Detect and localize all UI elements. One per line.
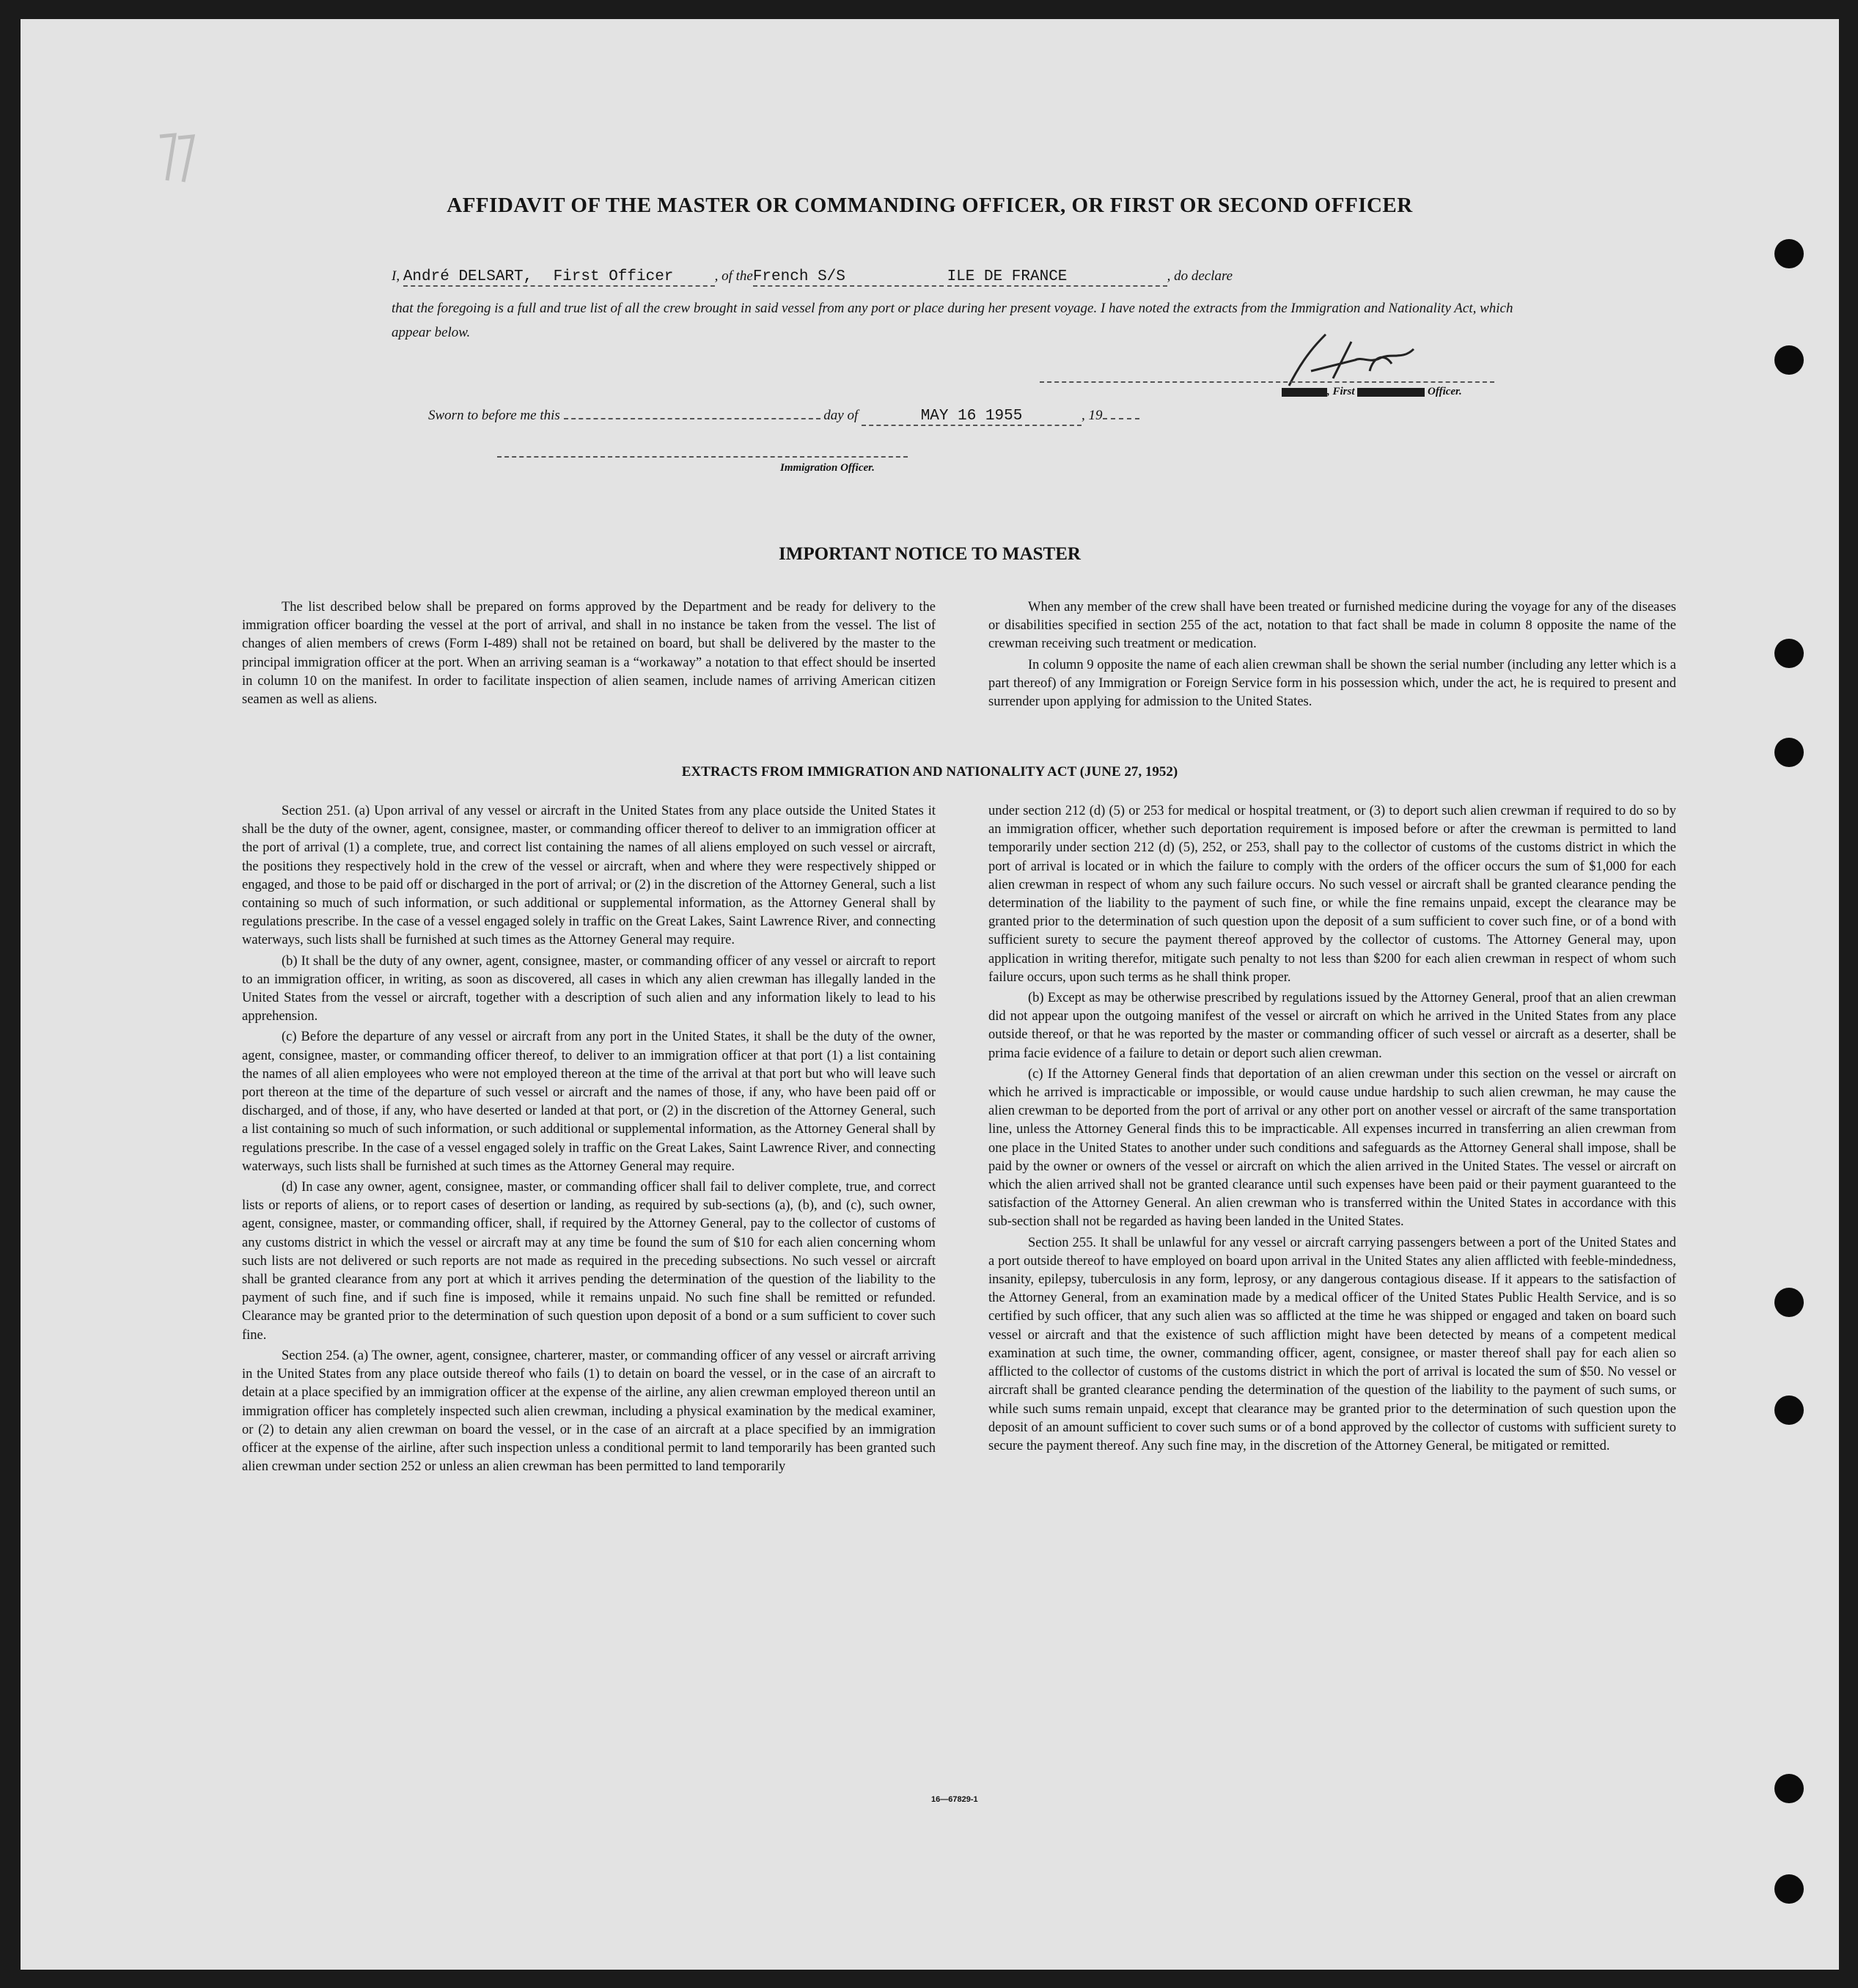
section-254-a-continued: under section 212 (d) (5) or 253 for medical or hospital treatment, or (3) to deport such alien crewman if required to do so by an immigration officer, whether such deportation requirement is imposed before or after the crewman is permitted to land temporarily under section 212 (d) (5), 252, or 253, shall pay to the collector of customs of the customs district in which the port of arrival is located or in which the failure to comply with the orders of the officer occurs the sum of $1,000 for each alien crewman in respect of whom any such failure occurs. No such vessel or aircraft shall be granted clearance pending the determination of the liability to the payment of such fine, or while the fine remains unpaid, except the clearance may be granted prior to the determination of such question upon the deposit of a sum sufficient to cover such fine, or of a bond with sufficient surety to secure the payment thereof approved by the collector of customs. The Attorney General may, upon application in writing therefor, mitigate such penalty to not less than $200 for each alien crewman in respect of whom such failure occurs, upon such terms as he shall think proper. xyxy=(988,804,1676,985)
officer-caption: , First Officer. xyxy=(1282,386,1462,398)
form-number: 16—67829-1 xyxy=(931,1795,978,1804)
officer-name: André DELSART, xyxy=(403,268,550,287)
section-254-c: (c) If the Attorney General finds that deportation of an alien crewman under this section on the vessel or aircraft on which he arrived is impracticable or impossible, or would cause undue hardship to such alien crewman, he may cause the alien crewman to be deported from the port of arrival or any other port on another vessel or aircraft of the same transportation line, unless the Attorney General finds this to be impracticable. All expenses incurred in transferring an alien crewman from one place in the United States to another under such conditions and safeguards as the Attorney General shall impose, shall be paid by the owner or owners of the vessel or aircraft on which the alien arrived in the United States. The vessel or aircraft on which the alien arrived shall not be granted clearance until such expenses have been paid or their payment guaranteed to the satisfaction of the Attorney General. An alien crewman who is transferred within the United States in accordance with this sub-section shall not be regarded as having been landed in the United States. xyxy=(988,1066,1676,1230)
immigration-officer-signature-line xyxy=(497,456,908,458)
notice-right-column xyxy=(988,598,1676,711)
punch-hole xyxy=(1774,738,1804,767)
declaration-prefix: I, xyxy=(392,268,400,284)
vessel-type: S/S xyxy=(818,268,845,285)
signature-line xyxy=(1040,381,1494,383)
section-251-d: (d) In case any owner, agent, consignee, master, or commanding officer shall fail to deliver complete, true, and correct lists or reports of aliens, or to report cases of desertion or landing, as required by sub-sections (a), (b), and (c), such owner, agent, consignee, master, or commanding officer, shall, if required by the Attorney General, pay to the collector of customs of any customs district in which the vessel or aircraft may at any time be found the sum of $10 for each alien concerning whom such lists are not delivered or such reports are not made as required in the preceding subsections. No such vessel or aircraft shall be granted clearance from any port at which it arrives pending the determination of the question of the liability to the payment of such fine, and if such fine is imposed, while it remains unpaid. No such fine shall be remitted or refunded. Clearance may be granted prior to the determination of such question upon deposit of a bond or a sum sufficient to cover such fine. xyxy=(242,1180,936,1343)
notice-paragraph: The list described below shall be prepared on forms approved by the Department and be ready for delivery to the immigration officer boarding the vessel at the port of arrival, and shall in no instance be taken from the vessel. The list of changes of alien members of crews (Form I-489) shall not be retained on board, but shall be delivered by the master to the principal immigration officer at the port. When an arriving seaman is a “workaway” a notation to that effect should be inserted in column 10 on the manifest. In order to facilitate inspection of alien seamen, include names of arriving American citizen seamen as well as aliens. xyxy=(242,600,936,708)
sworn-year-field xyxy=(1103,418,1139,419)
extracts-right-column xyxy=(988,802,1676,1456)
officer-rank: First Officer xyxy=(554,268,715,287)
handwritten-margin-mark xyxy=(153,129,197,188)
officer-signature xyxy=(1282,327,1421,393)
section-251-a: Section 251. (a) Upon arrival of any vessel or aircraft in the United States from any place outside the United States it shall be the duty of the owner, agent, consignee, master, or commanding officer thereof to deliver to an immigration officer at the port of arrival (1) a complete, true, and correct list containing the names of all aliens employed on such vessel or aircraft, the positions they respectively hold in the crew of the vessel or aircraft, when and where they were respectively shipped or engaged, and those to be paid off or discharged in the port of arrival; or (2) in the discretion of the Attorney General, such a list containing so much of such information, or such additional or supplemental information, as the Attorney General shall by regulations prescribe. In the case of a vessel engaged solely in traffic on the Great Lakes, Saint Lawrence River, and connecting waterways, such lists shall be furnished at such times as the Attorney General may require. xyxy=(242,804,936,948)
vessel-flag: French xyxy=(752,268,809,285)
declaration-statement: that the foregoing is a full and true list of all the crew brought in said vessel from any port or place during her present voyage. I have noted the extracts from the Immigration and Nationality Act, which appear below. xyxy=(392,301,1513,340)
document-page xyxy=(21,19,1839,1970)
notice-paragraph: When any member of the crew shall have been treated or furnished medicine during the voyage for any of the diseases or disabilities specified in section 255 of the act, notation to that fact shall be made in column 8 opposite the name of the crewman receiving such treatment or medication. xyxy=(988,600,1676,652)
vessel-name: ILE DE FRANCE xyxy=(947,268,1167,287)
section-251-c: (c) Before the departure of any vessel or aircraft from any port in the United States, it shall be the duty of the owner, agent, consignee, master, or commanding officer thereof, to deliver to an immigration officer at that port (1) a list containing the names of all alien employees who were not employed thereon at the time of the arrival at that port but who will leave such port thereon at the time of the departure of such vessel or aircraft and the names of those, if any, who have been paid off or discharged, and of those, if any, who have deserted or landed at that port, or (2) in the discretion of the Attorney General, such a list containing so much of such information, or such additional or supplemental information, as the Attorney General shall by regulations prescribe. In the case of a vessel engaged solely in traffic on the Great Lakes, Saint Lawrence River, and connecting waterways, such lists shall be furnished at such times as the Attorney General may require. xyxy=(242,1030,936,1174)
notice-paragraph: In column 9 opposite the name of each alien crewman shall be shown the serial number (including any letter which is a part thereof) of any Immigration or Foreign Service form in his possession which, under the act, he is required to present and surrender upon applying for admission to the United States. xyxy=(988,657,1676,710)
extracts-heading: EXTRACTS FROM IMMIGRATION AND NATIONALITY ACT (JUNE 27, 1952) xyxy=(681,764,1178,780)
page-title: AFFIDAVIT OF THE MASTER OR COMMANDING OFFICER, OR FIRST OR SECOND OFFICER xyxy=(447,194,1413,217)
extracts-left-column xyxy=(242,802,936,1476)
section-251-b: (b) It shall be the duty of any owner, agent, consignee, master, or commanding officer of any vessel or aircraft to report to an immigration officer, in writing, as soon as discovered, all cases in which any alien crewman has illegally landed in the United States from the vessel or aircraft, together with a description of such alien and any information likely to lead to his apprehension. xyxy=(242,953,936,1024)
sworn-line: Sworn to before me this day of MAY 16 1955 , 19 xyxy=(428,408,1139,426)
sworn-date: MAY 16 1955 xyxy=(862,408,1082,426)
punch-hole xyxy=(1774,345,1804,375)
section-255: Section 255. It shall be unlawful for any vessel or aircraft carrying passengers between a port of the United States and a port outside thereof to have employed on board upon arrival in the United States any alien afflicted with feeble-mindedness, insanity, epilepsy, tuberculosis in any form, leprosy, or any dangerous contagious disease. If it appears to the satisfaction of the Attorney General, from an examination made by a medical officer of the United States Public Health Service, and is so certified by such officer, that any such alien was so afflicted at the time he was shipped or engaged and taken on board such vessel or aircraft and that the existence of such affliction might have been detected by means of a competent medical examination at such time, the owner, commanding officer, agent, consignee, or master thereof shall pay for each alien so afflicted to the collector of customs of the customs district in which the port of arrival is located the sum of $50. No vessel or aircraft shall be granted clearance pending the determination of the question of the liability to the payment of such sums, or while such sums remain unpaid, except that clearance may be granted prior to the determination of such question upon the deposit of an amount sufficient to cover such sums or of a bond approved by the collector of customs with sufficient surety to secure the payment thereof. Any such fine may, in the discretion of the Attorney General, be mitigated or remitted. xyxy=(988,1235,1676,1453)
punch-hole xyxy=(1774,239,1804,268)
section-254-b: (b) Except as may be otherwise prescribed by regulations issued by the Attorney General, proof that an alien crewman did not appear upon the outgoing manifest of the vessel or aircraft on which he arrived in the United States from any place outside thereof, or that he was reported by the master or commanding officer of such vessel or aircraft as a deserter, shall be prima facie evidence of a failure to detain or deport such alien crewman. xyxy=(988,991,1676,1061)
sworn-day-field xyxy=(564,418,820,419)
punch-hole xyxy=(1774,1874,1804,1904)
punch-hole xyxy=(1774,1395,1804,1425)
declaration-line: I, André DELSART, First Officer , of theFrench S/S ILE DE FRANCE , do declare xyxy=(392,268,1233,285)
punch-hole xyxy=(1774,1774,1804,1803)
notice-heading: IMPORTANT NOTICE TO MASTER xyxy=(779,544,1081,564)
notice-left-column xyxy=(242,598,936,709)
immigration-officer-caption: Immigration Officer. xyxy=(780,462,875,474)
section-254-a: Section 254. (a) The owner, agent, consignee, charterer, master, or commanding officer of any vessel or aircraft arriving in the United States from any place outside thereof who fails (1) to detain on board the vessel, or in the case of an aircraft to detain at a place specified by an immigration officer at the expense of the airline, any alien crewman employed thereon until an immigration officer has completely inspected such alien crewman, including a physical examination by the medical examiner, or (2) to detain any alien crewman on board the vessel, or in the case of an aircraft at a place specified by an immigration officer at the expense of the airline, after such inspection unless a conditional permit to land temporarily has been granted such alien crewman under section 252 or unless an alien crewman has been permitted to land temporarily xyxy=(242,1348,936,1475)
punch-hole xyxy=(1774,1288,1804,1317)
redaction xyxy=(1357,388,1425,397)
redaction xyxy=(1282,388,1327,397)
punch-hole xyxy=(1774,639,1804,668)
